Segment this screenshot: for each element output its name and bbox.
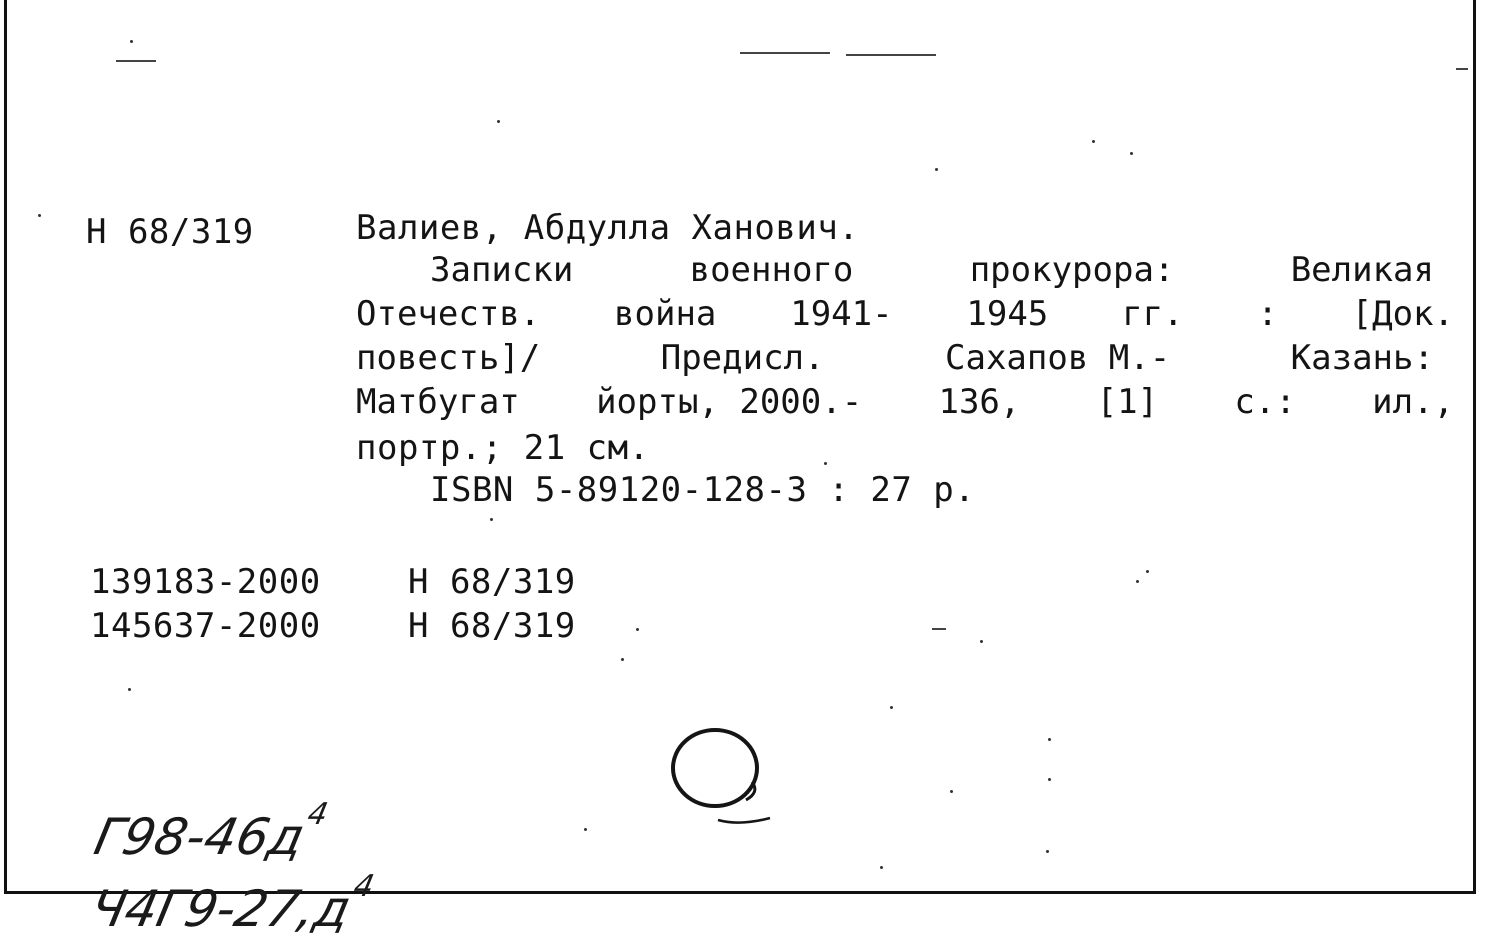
title-word: 1945 — [966, 294, 1049, 334]
speck — [824, 462, 827, 465]
speck — [1046, 850, 1049, 853]
title-word: 1941- — [790, 294, 893, 334]
speck — [1146, 570, 1149, 573]
title-word: военного — [689, 250, 854, 290]
title-word: Сахапов М.- — [945, 338, 1171, 378]
speck — [584, 828, 587, 831]
title-word: Казань: — [1290, 338, 1434, 378]
isbn-line: ISBN 5-89120-128-3 : 27 р. — [430, 470, 976, 510]
title-line-2 — [356, 292, 1454, 336]
handwritten-sup: 4 — [350, 869, 378, 905]
physical-description: портр.; 21 см. — [356, 428, 650, 468]
speck — [130, 40, 133, 43]
shelfmark: Н 68/319 — [86, 212, 254, 252]
speck — [497, 120, 500, 123]
title-word: 136, — [938, 382, 1021, 422]
title-word: повесть]/ — [356, 338, 541, 378]
title-word: Великая — [1290, 250, 1434, 290]
title-word: гг. — [1122, 294, 1184, 334]
speck — [621, 658, 624, 661]
title-word: [Док. — [1351, 294, 1454, 334]
handwritten-sup: 4 — [304, 797, 331, 833]
speck — [636, 628, 639, 631]
title-word: йорты, 2000.- — [596, 382, 863, 422]
title-word: [1] — [1096, 382, 1159, 422]
title-word: Предисл. — [660, 338, 825, 378]
holding-shelfmark: Н 68/319 — [408, 606, 576, 646]
speck — [890, 706, 893, 709]
speck — [880, 866, 883, 869]
handwritten-text: Г98-46д — [89, 808, 310, 866]
speck — [128, 688, 131, 691]
speck — [38, 214, 41, 217]
title-word: ил., — [1372, 382, 1454, 422]
author-heading: Валиев, Абдулла Ханович. — [356, 208, 860, 248]
punch-hole-icon — [660, 720, 790, 830]
speck — [1048, 738, 1051, 741]
speck — [1130, 152, 1133, 155]
title-word: : — [1257, 294, 1278, 334]
speck — [1092, 140, 1095, 143]
speck — [490, 518, 493, 521]
title-word: с.: — [1234, 382, 1296, 422]
scan-dash — [932, 628, 946, 630]
scan-dash — [116, 60, 156, 62]
scan-dash — [740, 52, 830, 54]
speck — [950, 790, 953, 793]
title-line-4 — [356, 380, 1454, 424]
title-word: Записки — [430, 250, 574, 290]
title-word: прокурора: — [969, 250, 1175, 290]
title-word: Матбугат — [356, 382, 520, 422]
title-word: Отечеств. — [356, 294, 541, 334]
speck — [980, 640, 983, 643]
holding-shelfmark: Н 68/319 — [408, 562, 576, 602]
speck — [935, 168, 938, 171]
holding-inventory: 145637-2000 — [90, 606, 321, 646]
scan-dash — [846, 54, 936, 56]
handwritten-text: Ч4Г9-27,д — [85, 880, 356, 938]
title-line-1 — [430, 248, 1434, 292]
speck — [1136, 580, 1139, 583]
handwritten-note — [54, 822, 387, 938]
title-line-3 — [356, 336, 1434, 380]
holding-inventory: 139183-2000 — [90, 562, 321, 602]
scan-dash — [1456, 68, 1468, 70]
title-word: война — [614, 294, 717, 334]
speck — [1048, 778, 1051, 781]
